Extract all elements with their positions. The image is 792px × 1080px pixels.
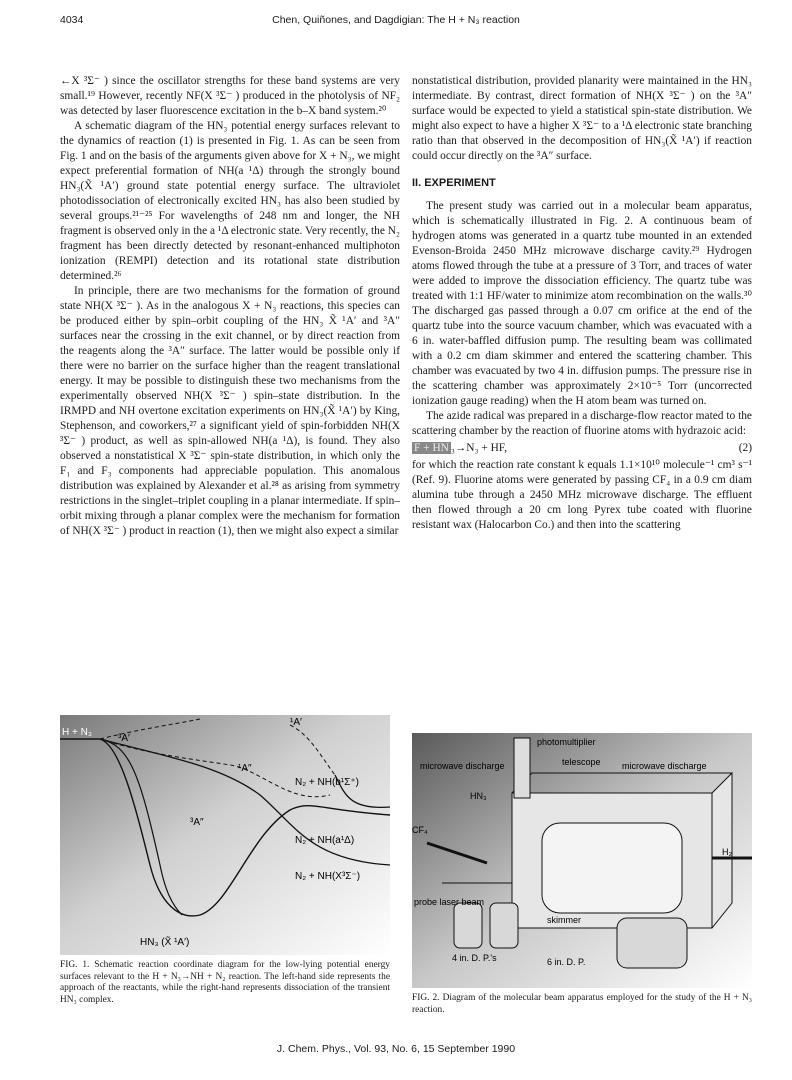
label-product-a: N₂ + NH(a¹Δ) [295,835,355,846]
label-4in-dp: 4 in. D. P.'s [452,953,497,963]
diffusion-pump-2 [490,903,518,948]
diffusion-pump-1 [454,903,482,948]
label-product-x: N₂ + NH(X³Σ⁻) [295,871,361,882]
label-probe-laser: probe laser beam [414,897,485,907]
label-microwave-left: microwave discharge [420,761,505,771]
equation-body: ₃→N₃ + HF, [450,442,508,454]
apparatus-diagram [412,733,752,988]
running-title: Chen, Quiñones, and Dagdigian: The H + N₃ reaction [272,14,520,26]
left-column [60,74,400,539]
paragraph: The azide radical was prepared in a discharge-flow reactor mated to the scattering chamber by the reaction of fluorine atoms with hydrazoic acid: [412,410,752,437]
label-3a-dprime: ³A″ [190,817,204,828]
label-1a-dprime: ¹A″ [238,763,252,774]
paragraph: The present study was carried out in a molecular beam apparatus, which is schematically illustrated in Fig. 2. A continuous beam of hydrogen atoms was generated in a quartz tube mounted in an extended Evenson-Broida 2450 MHz microwave discharge cavity.²⁹ Hydrogen atoms flowed through the tube at a pressure of 3 Torr, and traces of water were added to improve the dissociation efficiency. The quartz tube was treated with 1:1 HF/water to minimize atom recombination on the walls.³⁰ The discharged gas passed through a 0.07 cm orifice at the end of the quartz tube into the source vacuum chamber, which was evacuated with a 6 in. water-baffled diffusion pump. The resulting beam was collimated with a 0.2 cm diam skimmer and entered the scattering chamber. This chamber was evacuated by two 4 in. diffusion pumps. The pressure rise in the scattering chamber was approximately 2×10⁻⁵ Torr (uncorrected ionization gauge reading) when the H atom beam was turned on. [412,200,752,407]
journal-footer: J. Chem. Phys., Vol. 93, No. 6, 15 September 1990 [276,1043,516,1055]
label-photomultiplier: photomultiplier [537,737,596,747]
figure-2-caption: FIG. 2. Diagram of the molecular beam apparatus employed for the study of the H + N₃ reaction. [412,993,752,1015]
figure-2 [412,733,752,988]
inner-chamber [542,823,682,913]
diffusion-pump-6in [617,918,687,968]
label-reactants: H + N₃ [62,727,92,738]
label-telescope: telescope [562,757,601,767]
figure-1 [60,715,390,955]
label-3a-prime: ³A′ [118,733,130,744]
label-cf4: CF₄ [412,825,428,835]
label-hn3: HN₃ [470,791,487,801]
figure-1-caption: FIG. 1. Schematic reaction coordinate diagram for the low-lying potential energy surfaces relevant to the H + N₃→NH + N₂ reaction. The left-hand side represents the approach of the reactants, while the right-hand represents dissociation of the transient HN₃ complex. [60,960,390,1005]
label-microwave-right: microwave discharge [622,761,707,771]
reaction-coordinate-diagram [60,715,390,955]
equation-highlight: F + HN [414,442,449,454]
paragraph: In principle, there are two mechanisms for the formation of ground state NH(X ³Σ⁻ ). As in the analogous X + N₃ reactions, this species can be produced either by spin–orbit coupling of the HN₃ X̃ ¹A′ and ³A″ surfaces near the crossing in the exit channel, or by direct reaction from the reagents along the ³A″ surface. The latter would be possible only if there were no barrier on the surface higher than the reagent translational energy. It may be possible to distinguish these two mechanisms from the experimentally observed NH(X ³Σ⁻ ) spin–state distribution. In the IRMPD and NH overtone excitation experiments on HN₃(X̃ ¹A′) by King, Stephenson, and coworkers,²⁷ a significant yield of spin-forbidden NH(X ³Σ⁻ ) product, as well as spin-allowed NH(a ¹Δ), is found. They also observed a nonstatistical X ³Σ⁻ spin-state distribution, in which only the F₁ and F₃ components had appreciable population. This anomalous distribution was explained by Alexander et al.²⁸ as arising from symmetry restrictions in the singlet–triplet coupling in a planar intermediate. If spin–orbit mixing through a planar complex were the mechanism for formation of NH(X ³Σ⁻ ) product in reaction (1), then we might also expect a similar [60,285,400,537]
paragraph: nonstatistical distribution, provided planarity were maintained in the HN₃ intermediate. By contrast, direct formation of NH(X ³Σ⁻ ) on the ³A″ surface would be expected to yield a statistical spin-state distribution. We might also expect to have a higher X ³Σ⁻ to a ¹Δ electronic state branching ratio than that observed in the decomposition of HN₃(X̃ ¹A′) if reaction could occur directly on the ³A″ surface. [412,75,752,162]
label-well: HN₃ (X̃ ¹A′) [140,937,190,948]
label-skimmer: skimmer [547,915,581,925]
label-1a-prime: ¹A′ [290,717,302,728]
label-product-b: N₂ + NH(b¹Σ⁺) [295,777,359,788]
paragraph: for which the reaction rate constant k equals 1.1×10¹⁰ molecule⁻¹ cm³ s⁻¹ (Ref. 9). Fluorine atoms were generated by passing CF₄ in a 0.9 cm diam alumina tube through a 2450 MHz microwave discharge. The effluent then flowed through a 20 cm long Pyrex tube coated with fluorine resistant wax (Halocarbon Co.) and then into the scattering [412,459,752,531]
label-h2: H₂ [722,847,732,857]
equation-number: (2) [738,442,752,454]
page-number: 4034 [60,14,84,26]
label-6in-dp: 6 in. D. P. [547,957,586,967]
photomultiplier-tube [514,738,530,798]
paragraph: A schematic diagram of the HN₃ potential energy surfaces relevant to the dynamics of reaction (1) is presented in Fig. 1. As can be seen from Fig. 1 and on the basis of the arguments given above for X + N₃, we might expect preferential formation of NH(a ¹Δ) through the strongly bound HN₃(X̃ ¹A′) ground state potential energy surface. The ultraviolet photodissociation of electronically excited HN₃ has also been studied by several groups.²¹⁻²⁵ For wavelengths of 248 nm and longer, the NH fragment is observed only in the a ¹Δ electronic state. Very recently, the N₂ fragment has been directly detected by resonant-enhanced multiphoton ionization (REMPI) detection and its rotational state distribution determined.²⁶ [60,120,400,282]
section-heading: II. EXPERIMENT [412,177,496,189]
equation-2 [412,441,752,456]
right-column [412,74,752,533]
paragraph: ←X ³Σ⁻ ) since the oscillator strengths for these band systems are very small.¹⁹ However, recently NF(X ³Σ⁻ ) produced in the photolysis of NF₂ was detected by laser fluorescence excitation in the b–X band system.²⁰ [60,75,400,117]
